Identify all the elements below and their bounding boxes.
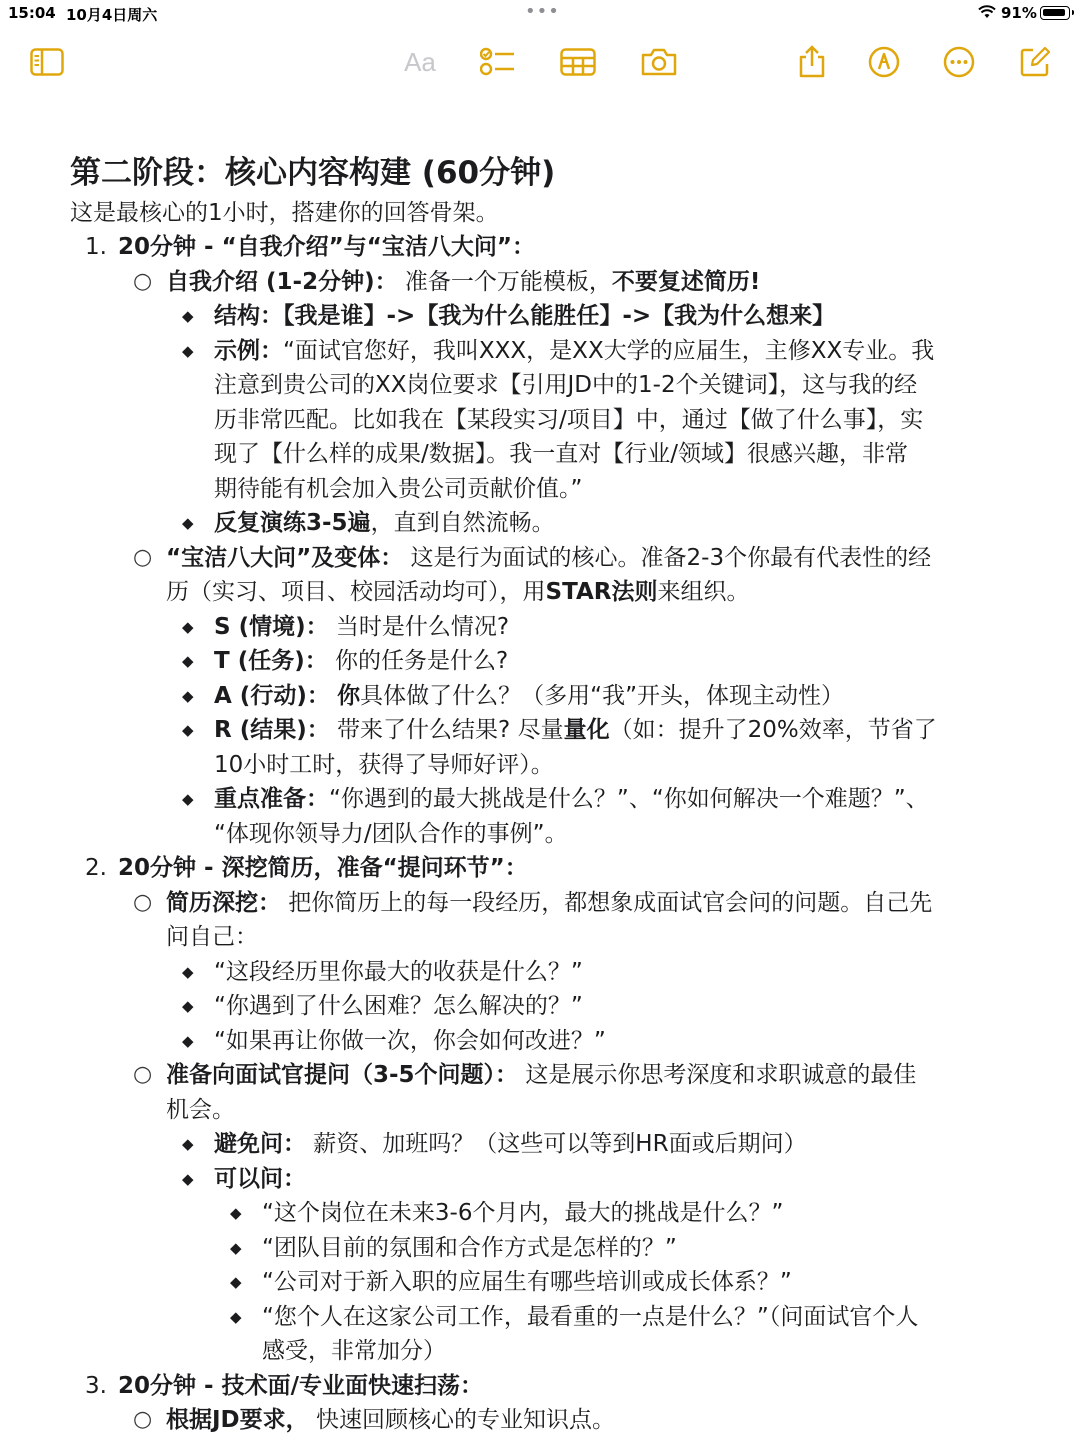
section-heading: 20分钟 - 深挖简历，准备“提问环节”： [118,855,528,881]
more-options-icon[interactable] [937,40,981,84]
markup-pen-icon[interactable] [862,40,906,84]
list-item: “公司对于新入职的应届生有哪些培训或成长体系？” [262,1269,792,1295]
diamond-bullet-icon: ◆ [230,1273,242,1291]
list-item: 重点准备：“你遇到的最大挑战是什么？”、“你如何解决一个难题？”、 [214,786,929,812]
list-item: “这个岗位在未来3-6个月内，最大的挑战是什么？” [262,1200,784,1226]
diamond-bullet-icon: ◆ [230,1239,242,1257]
list-number: 2. [85,855,107,881]
sidebar-toggle-icon[interactable] [25,40,69,84]
diamond-bullet-icon: ◆ [230,1308,242,1326]
list-item: S (情境)： 当时是什么情况? [214,614,510,640]
wifi-icon [978,5,996,23]
note-title: 第二阶段：核心内容构建 (60分钟) [70,155,556,191]
table-icon[interactable] [556,40,600,84]
list-number: 3. [85,1373,107,1399]
list-number: 1. [85,234,107,260]
list-item-continuation: 感受，非常加分） [262,1338,446,1364]
status-date: 10月4日周六 [66,6,158,24]
list-item-continuation: “体现你领导力/团队合作的事例”。 [214,821,568,847]
list-item-continuation: 历非常匹配。比如我在【某段实习/项目】中，通过【做了什么事】，实 [214,407,924,433]
list-item-continuation: 问自己： [166,924,258,950]
diamond-bullet-icon: ◆ [182,790,194,808]
list-item: R (结果)： 带来了什么结果? 尽量量化（如：提升了20%效率，节省了 [214,717,937,743]
list-item-continuation: 10小时工时，获得了导师好评）。 [214,752,554,778]
share-icon[interactable] [790,40,834,84]
status-bar [0,0,1080,28]
diamond-bullet-icon: ◆ [182,963,194,981]
diamond-bullet-icon: ◆ [182,1135,194,1153]
hollow-bullet-icon: ○ [133,1062,153,1087]
list-item-continuation: 机会。 [166,1097,235,1123]
diamond-bullet-icon: ◆ [182,514,194,532]
compose-icon[interactable] [1013,40,1057,84]
hollow-bullet-icon: ○ [133,890,153,915]
hollow-bullet-icon: ○ [133,1407,153,1432]
list-item: 示例：“面试官您好，我叫XXX，是XX大学的应届生，主修XX专业。我 [214,338,935,364]
list-item: “团队目前的氛围和合作方式是怎样的？” [262,1235,677,1261]
list-item: “如果再让你做一次，你会如何改进？” [214,1028,606,1054]
section-heading: 20分钟 - “自我介绍”与“宝洁八大问”： [118,234,536,260]
diamond-bullet-icon: ◆ [182,342,194,360]
checklist-icon[interactable] [476,40,520,84]
list-item: 自我介绍 (1-2分钟)： 准备一个万能模板，不要复述简历! [166,269,761,295]
list-item: “你遇到了什么困难？怎么解决的？” [214,993,583,1019]
camera-icon[interactable] [637,40,681,84]
section-heading: 20分钟 - 技术面/专业面快速扫荡： [118,1373,483,1399]
list-item-continuation: 期待能有机会加入贵公司贡献价值。” [214,476,583,502]
diamond-bullet-icon: ◆ [230,1204,242,1222]
multitasking-dots-icon[interactable]: ••• [525,1,560,22]
diamond-bullet-icon: ◆ [182,1032,194,1050]
diamond-bullet-icon: ◆ [182,618,194,636]
battery-icon [1040,6,1070,20]
list-item: 避免问： 薪资、加班吗？（这些可以等到HR面或后期问） [214,1131,807,1157]
diamond-bullet-icon: ◆ [182,307,194,325]
battery-percent: 91% [1001,4,1037,22]
hollow-bullet-icon: ○ [133,545,153,570]
diamond-bullet-icon: ◆ [182,721,194,739]
text-format-label: Aa [404,46,436,77]
diamond-bullet-icon: ◆ [182,997,194,1015]
text-format-button[interactable] [398,40,442,84]
note-intro: 这是最核心的1小时，搭建你的回答骨架。 [70,200,499,226]
list-item: “宝洁八大问”及变体： 这是行为面试的核心。准备2-3个你最有代表性的经 [166,545,932,571]
list-item: 结构：【我是谁】->【我为什么能胜任】->【我为什么想来】 [214,303,836,329]
list-item: T (任务)： 你的任务是什么? [214,648,509,674]
hollow-bullet-icon: ○ [133,269,153,294]
notes-toolbar [0,40,1080,84]
diamond-bullet-icon: ◆ [182,687,194,705]
list-item: 反复演练3-5遍，直到自然流畅。 [214,510,555,536]
status-time: 15:04 [8,4,56,22]
list-item: 根据JD要求， 快速回顾核心的专业知识点。 [166,1407,615,1433]
list-item: 准备向面试官提问（3-5个问题）： 这是展示你思考深度和求职诚意的最佳 [166,1062,917,1088]
list-item: 简历深挖： 把你简历上的每一段经历，都想象成面试官会问的问题。自己先 [166,890,933,916]
list-item: 可以问： [214,1166,306,1192]
diamond-bullet-icon: ◆ [182,1170,194,1188]
list-item: “您个人在这家公司工作，最看重的一点是什么？”（问面试官个人 [262,1304,919,1330]
diamond-bullet-icon: ◆ [182,652,194,670]
list-item-continuation: 现了【什么样的成果/数据】。我一直对【行业/领域】很感兴趣，非常 [214,441,908,467]
list-item-continuation: 历（实习、项目、校园活动均可），用STAR法则来组织。 [166,579,750,605]
list-item: “这段经历里你最大的收获是什么？” [214,959,583,985]
list-item-continuation: 注意到贵公司的XX岗位要求【引用JD中的1-2个关键词】，这与我的经 [214,372,918,398]
list-item: A (行动)： 你具体做了什么？（多用“我”开头，体现主动性） [214,683,844,709]
